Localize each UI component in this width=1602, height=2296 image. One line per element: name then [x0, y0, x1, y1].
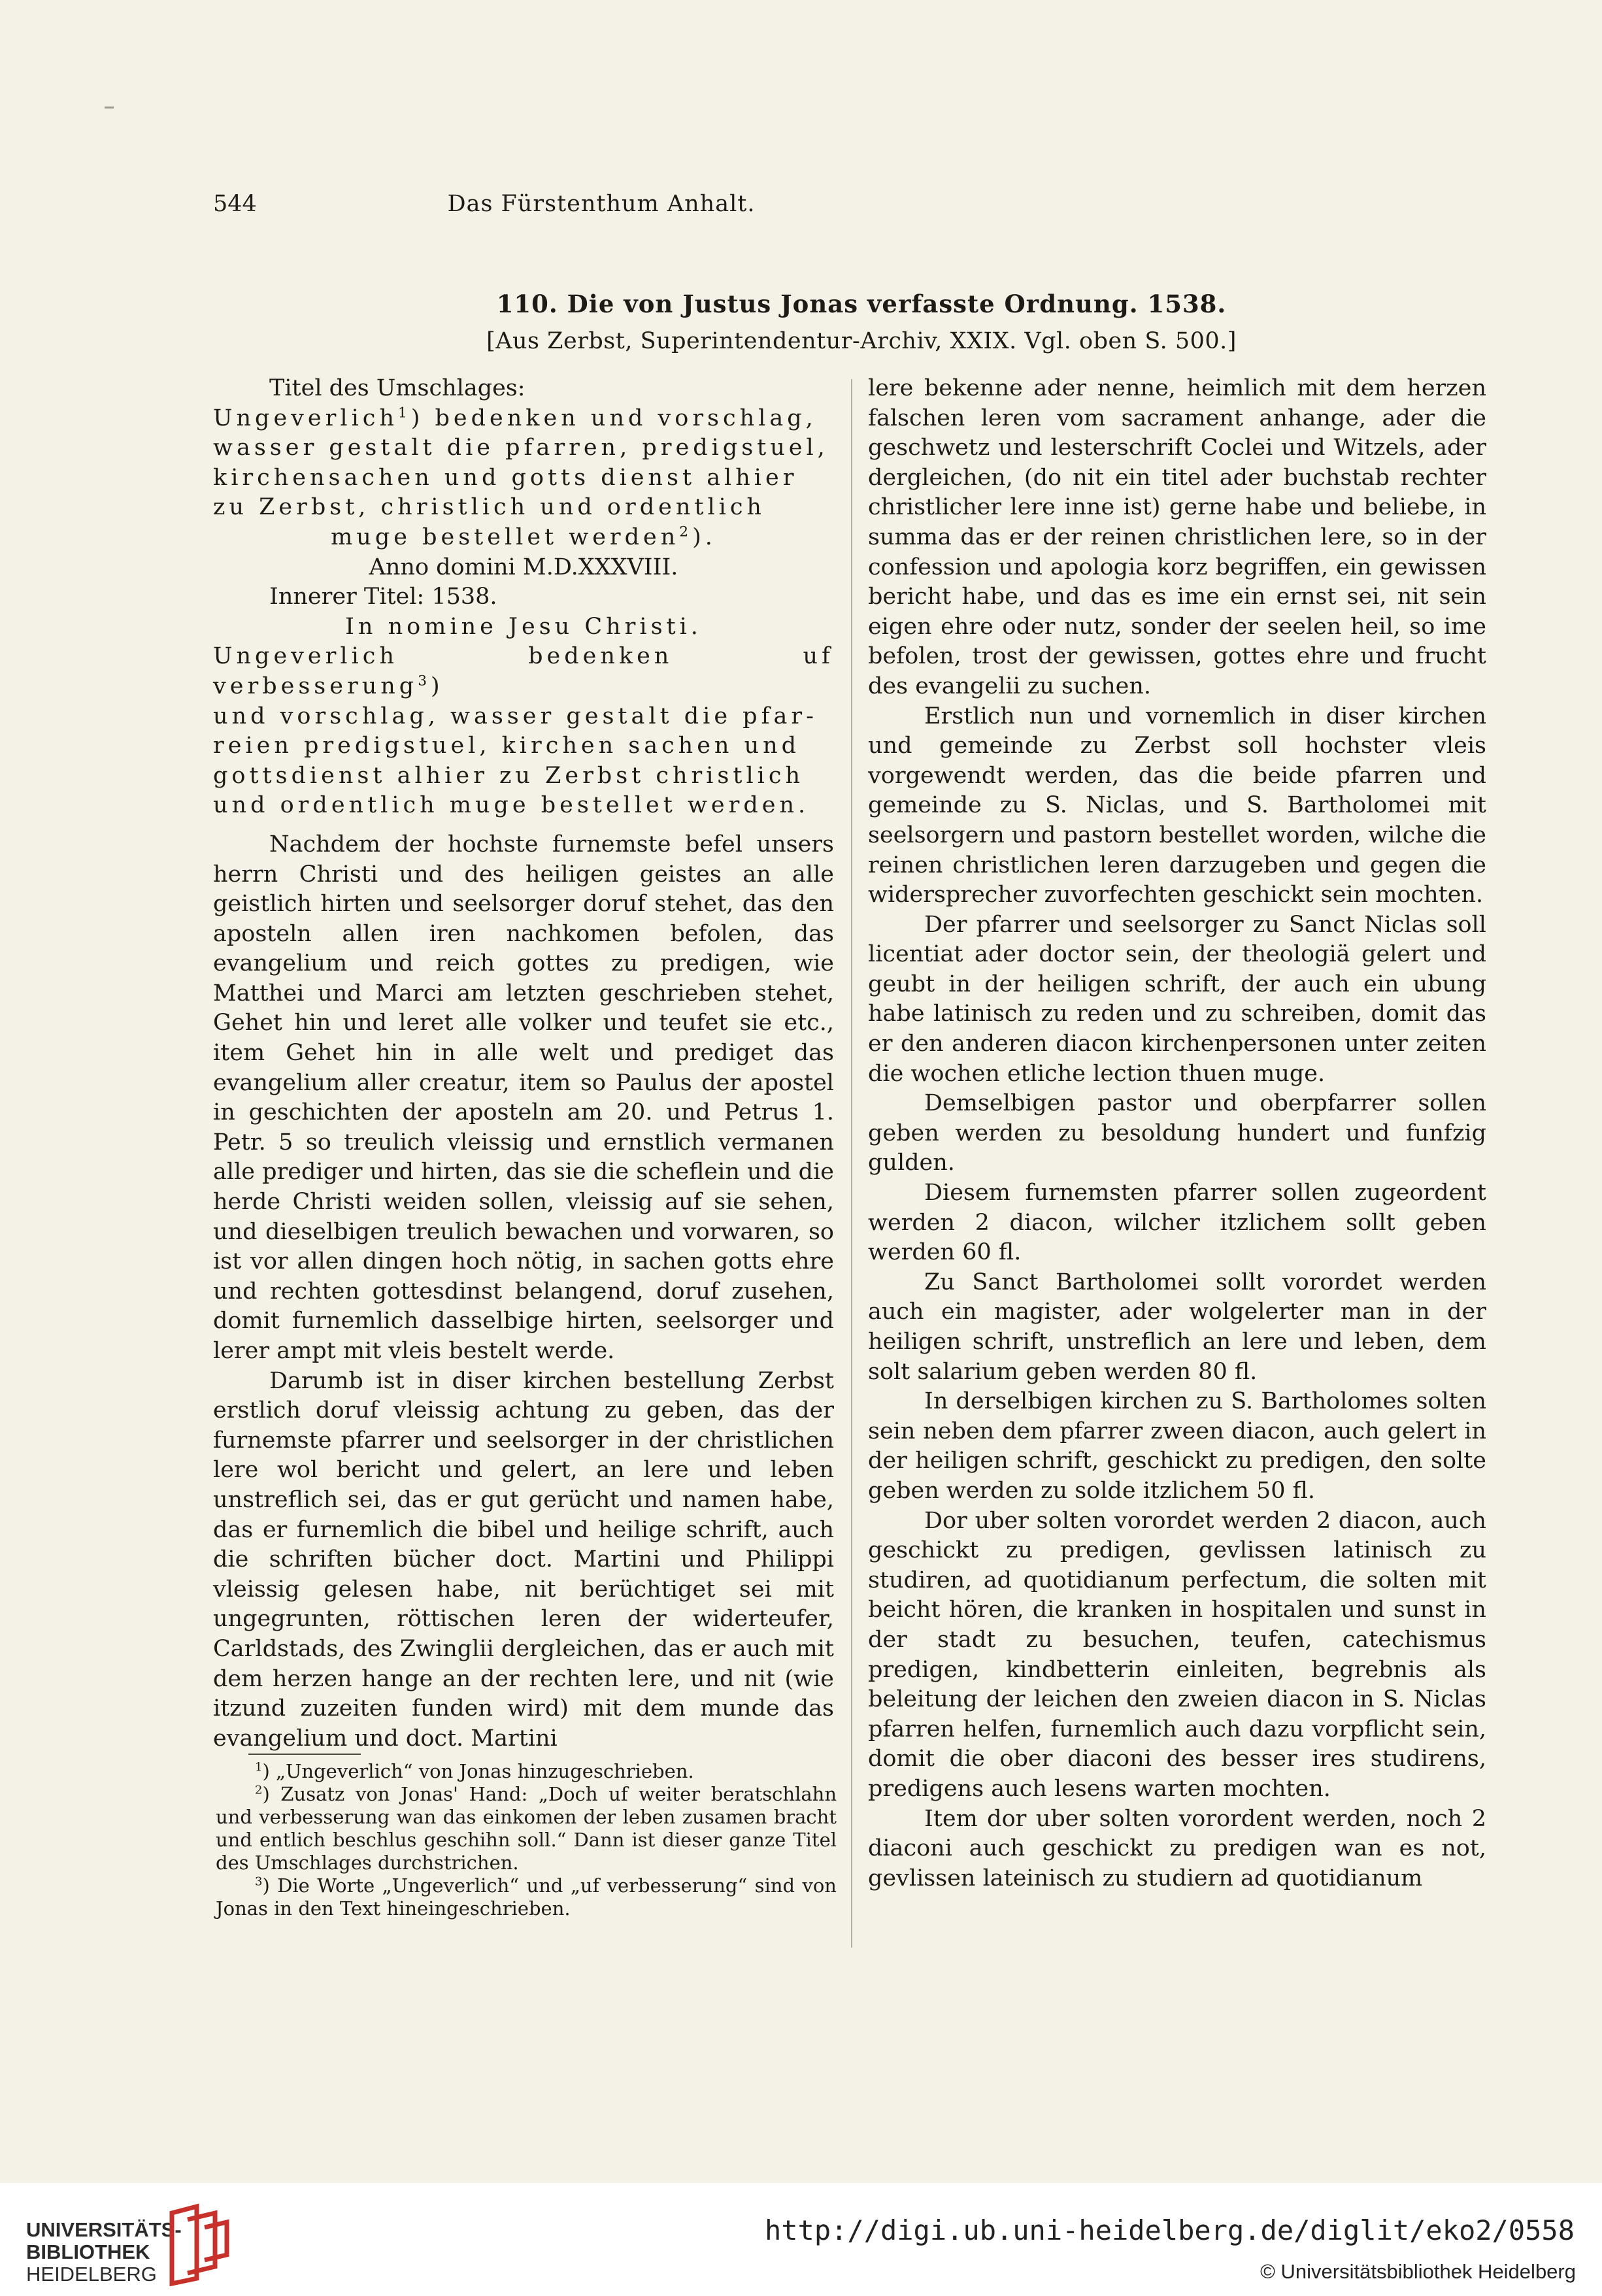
- logo-line: BIBLIOTHEK: [26, 2240, 150, 2263]
- inner-title-line: gottsdienst alhier zu Zerbst christlich: [213, 762, 804, 789]
- permalink-link[interactable]: http://digi.ub.uni-heidelberg.de/diglit/eko2/0558: [764, 2214, 1575, 2246]
- running-title: Das Fürstenthum Anhalt.: [447, 191, 756, 217]
- section-source: [Aus Zerbst, Superintendentur-Archiv, XXIX. Vgl. oben S. 500.]: [486, 328, 1237, 354]
- page-number: 544: [213, 191, 257, 217]
- inner-title-line: und ordentlich muge bestellet werden.: [213, 792, 810, 819]
- footnote-rule: [248, 1754, 361, 1755]
- logo-line: HEIDELBERG: [26, 2263, 157, 2286]
- footnotes: [216, 1760, 837, 1920]
- copyright-notice: © Universitätsbibliothek Heidelberg: [1260, 2260, 1576, 2283]
- body-paragraph: Der pfarrer und seelsorger zu Sanct Niclas soll licentiat ader doctor sein, der theologiä gelert und geubt in der heiligen schrift, der auch ein ubung habe latinisch zu reden und zu schreiben, domit das er den anderen diacon kirchenpersonen unter zeiten die wochen etliche lection thuen muge.: [868, 911, 1486, 1087]
- body-paragraph: In derselbigen kirchen zu S. Bartholomes solten sein neben dem pfarrer zween diacon, auch gelert in der heiligen schrift, geschickt zu predigen, den solte geben werden zu solde itzlichem 50 fl.: [868, 1388, 1486, 1504]
- scan-speck: [105, 107, 114, 108]
- outer-title-line: Ungeverlich$^1$) bedenken und vorschlag,: [213, 404, 817, 431]
- body-paragraph: Diesem furnemsten pfarrer sollen zugeordent werden 2 diacon, wilcher itzlichem sollt geben werden 60 fl.: [868, 1180, 1486, 1266]
- inner-title-line: Ungeverlich bedenken uf verbesserung$^3$): [213, 643, 834, 699]
- section-heading: 110. Die von Justus Jonas verfasste Ordnung. 1538.: [496, 290, 1227, 318]
- right-column: [868, 374, 1486, 1893]
- body-paragraph: Dor uber solten vorordet werden 2 diacon, auch geschickt zu predigen, gevlissen latinisch zu studiren, ad quotidianum perfectum, die solten mit beicht hören, die kranken in hospitalen und sunst in der stadt zu besuchen, teufen, catechismus predigen, kindbetterin einleiten, begrebnis als beleitung der leichen den zweien diacon in S. Niclas pfarren helfen, furnemlich auch dazu vorpflicht sein, domit die ober diaconi des besser ires studirens, predigens auch lesens warten mochten.: [868, 1507, 1486, 1802]
- body-paragraph: lere bekenne ader nenne, heimlich mit dem herzen falschen leren vom sacrament anhange, ader die geschwetz und lesterschrift Coclei und Witzels, ader dergleichen, (do nit ein titel ader buchstab rechter christlicher lere inne ist) gerne habe und beliebe, in summa das er der reinen christlichen lere, so in der confession und apologia korz begriffen, ein gewissen bericht habe, und das es ime ein ernst sei, nit sein eigen ehre oder nutz, sonder der seelen heil, so ime befolen, trost der gewissen, gottes ehre und frucht des evangelii zu suchen.: [868, 375, 1486, 699]
- inner-title-line: und vorschlag, wasser gestalt die pfar-: [213, 703, 818, 729]
- body-paragraph: Darumb ist in diser kirchen bestellung Zerbst erstlich doruf vleissig achtung zu geben, das der furnemste pfarrer und seelsorger in der christlichen lere wol bericht und gelert, an lere und leben unstreflich sei, das er gut gerücht und namen habe, das er furnemlich die bibel und heilige schrift, auch die schriften bücher doct. Martini und Philippi vleissig gelesen habe, nit berüchtiget sei mit ungegrunten, röttischen leren der widerteufer, Carldstads, des Zwinglii dergleichen, das er auch mit dem herzen hange an der rechten lere, und nit (wie itzund zuzeiten funden wird) mit dem munde das evangelium und doct. Martini: [213, 1367, 834, 1752]
- invocation: In nomine Jesu Christi.: [345, 613, 702, 640]
- inner-title-label: Innerer Titel: 1538.: [269, 584, 497, 610]
- footnote-2: $^2$) Zusatz von Jonas' Hand: „Doch uf weiter beratschlahn und verbesserung wan das einkomen der leben zusamen bracht und entlich beschlus geschihn soll.“ Dann ist dieser ganze Titel des Umschlages durchstrichen.: [216, 1783, 837, 1874]
- footnote-3: $^3$) Die Worte „Ungeverlich“ und „uf verbesserung“ sind von Jonas in den Text hineingeschrieben.: [216, 1874, 837, 1920]
- left-column: [213, 374, 834, 1754]
- library-logo-icon: [159, 2201, 231, 2286]
- outer-title-line: kirchensachen und gotts dienst alhier: [213, 464, 798, 491]
- body-paragraph: Zu Sanct Bartholomei sollt vorordet werden auch ein magister, ader wolgelerter man in der heiligen schrift, unstreflich an lere und leben, dem solt salarium geben werden 80 fl.: [868, 1269, 1486, 1385]
- body-paragraph: Erstlich nun und vornemlich in diser kirchen und gemeinde zu Zerbst soll hochster vleis vorgewendt werden, das die beide pfarren und gemeinde zu S. Niclas, und S. Bartholomei mit seelsorgern und pastorn bestellet worden, wilche die reinen christlichen leren darzugeben und gegen die widersprecher zuvorfechten geschickt sein mochten.: [868, 703, 1486, 908]
- logo-line: UNIVERSITÄTS-: [26, 2218, 182, 2241]
- footnote-1: $^1$) „Ungeverlich“ von Jonas hinzugeschrieben.: [255, 1760, 694, 1782]
- outer-title-date: Anno domini M.D.XXXVIII.: [369, 554, 678, 580]
- inner-title-line: reien predigstuel, kirchen sachen und: [213, 733, 801, 759]
- body-paragraph: Item dor uber solten vorordent werden, noch 2 diaconi auch geschickt zu predigen wan es not, gevlissen lateinisch zu studiern ad quotidianum: [868, 1805, 1486, 1891]
- column-rule: [851, 379, 852, 1948]
- outer-title-line: muge bestellet werden$^2$).: [331, 524, 716, 550]
- viewer-footer: [0, 2183, 1602, 2296]
- outer-title-label: Titel des Umschlages:: [269, 375, 526, 401]
- body-paragraph: Demselbigen pastor und oberpfarrer sollen geben werden zu besoldung hundert und funfzig gulden.: [868, 1090, 1486, 1176]
- body-paragraph: Nachdem der hochste furnemste befel unsers herrn Christi und des heiligen geistes an alle geistlich hirten und seelsorger doruf stehet, das den aposteln allen iren nachkomen befolen, das evangelium und reich gottes zu predigen, wie Matthei und Marci am letzten geschrieben stehet, Gehet hin und leret alle volker und teufet sie etc., item Gehet hin in alle welt und prediget das evangelium aller creatur, item so Paulus der apostel in geschichten der aposteln am 20. und Petrus 1. Petr. 5 so treulich vleissig und ernstlich vermanen alle prediger und hirten, das sie die scheflein und die herde Christi weiden sollen, vleissig auf sie sehen, und dieselbigen treulich bewachen und vorwaren, so ist vor allen dingen hoch nötig, in sachen gotts ehre und rechten gottesdinst belangend, doruf zusehen, domit furnemlich dasselbige hirten, seelsorger und lerer ampt mit vleis bestelt werde.: [213, 831, 834, 1364]
- outer-title-line: wasser gestalt die pfarren, predigstuel,: [213, 435, 829, 461]
- outer-title-line: zu Zerbst, christlich und ordentlich: [213, 494, 765, 521]
